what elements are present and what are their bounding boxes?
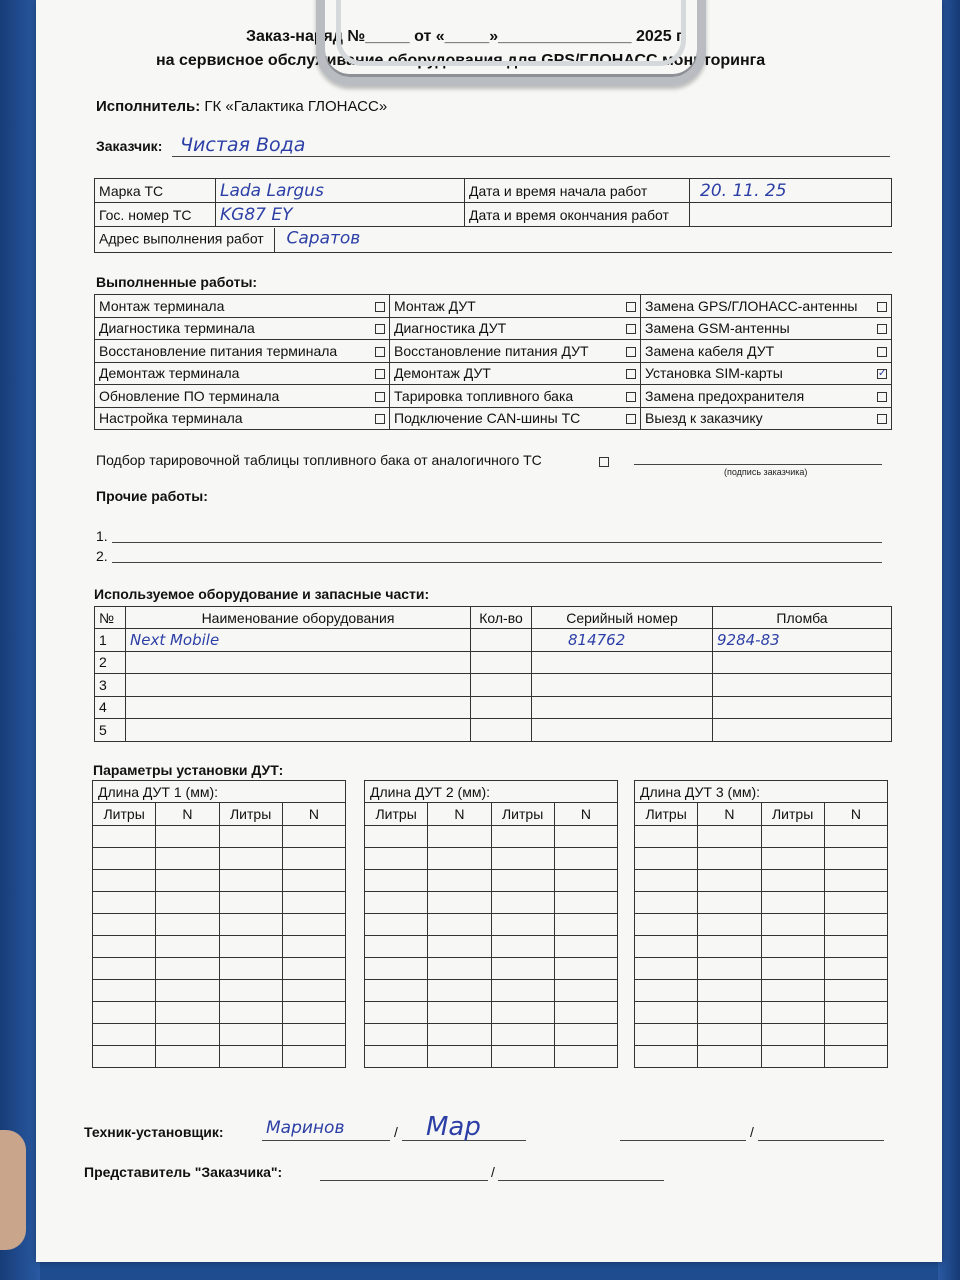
extra-slash: /: [750, 1124, 754, 1140]
work-item-label: Настройка терминала: [99, 410, 243, 427]
work-checkbox[interactable]: [626, 414, 636, 424]
dut-cell[interactable]: [698, 870, 761, 892]
dut-cell[interactable]: [491, 826, 554, 848]
work-item[interactable]: [390, 385, 641, 408]
dut-column-header: N: [282, 803, 345, 826]
dut-cell[interactable]: [428, 936, 491, 958]
dut-cell[interactable]: [93, 870, 156, 892]
tarirovka-label: Подбор тарировочной таблицы топливного бака от аналогичного ТС: [96, 452, 542, 468]
start-label: Дата и время начала работ: [465, 179, 690, 203]
dut-cell[interactable]: [761, 958, 824, 980]
work-item[interactable]: [641, 407, 892, 430]
tech-name-line[interactable]: [262, 1140, 390, 1141]
dut-cell[interactable]: [824, 892, 887, 914]
dut-cell[interactable]: [365, 1046, 428, 1068]
form-title: Заказ-наряд №_____ от «_____»_______________ 2025 г.: [246, 28, 686, 45]
equipment-cell-serial[interactable]: [532, 696, 713, 719]
rep-sign-line[interactable]: [498, 1180, 664, 1181]
dut-cell[interactable]: [428, 914, 491, 936]
dut-cell[interactable]: [282, 826, 345, 848]
work-item-label: Восстановление питания терминала: [99, 342, 338, 359]
work-checkbox[interactable]: [626, 347, 636, 357]
dut-cell[interactable]: [93, 958, 156, 980]
dut-cell[interactable]: [365, 848, 428, 870]
dut-cell[interactable]: [698, 826, 761, 848]
work-checkbox[interactable]: [375, 324, 385, 334]
dut-cell[interactable]: [219, 826, 282, 848]
dut-cell[interactable]: [365, 826, 428, 848]
work-checkbox[interactable]: [877, 414, 887, 424]
work-item-label: Установка SIM-карты: [645, 365, 783, 382]
dut-cell[interactable]: [282, 980, 345, 1002]
dut-cell[interactable]: [156, 826, 219, 848]
brand-value[interactable]: Lada Largus: [216, 179, 465, 203]
work-checkbox[interactable]: [877, 302, 887, 312]
dut-cell[interactable]: [219, 958, 282, 980]
dut-table-2: [364, 780, 618, 1068]
equipment-cell-qty[interactable]: [471, 719, 532, 742]
dut-cell[interactable]: [824, 1024, 887, 1046]
dut-column-header: Литры: [635, 803, 698, 826]
dut-cell[interactable]: [93, 892, 156, 914]
dut-cell[interactable]: [93, 980, 156, 1002]
dut-cell[interactable]: [635, 958, 698, 980]
equipment-header: Серийный номер: [532, 607, 713, 629]
work-checkbox[interactable]: [375, 302, 385, 312]
work-checkbox[interactable]: [375, 369, 385, 379]
work-item[interactable]: [390, 407, 641, 430]
address-row[interactable]: [95, 227, 892, 253]
work-item[interactable]: [95, 340, 390, 363]
dut-cell[interactable]: [554, 914, 617, 936]
dut-column-header: N: [156, 803, 219, 826]
vehicle-table: [94, 178, 892, 253]
dut-cell[interactable]: [761, 848, 824, 870]
dut-cell[interactable]: [282, 1002, 345, 1024]
tech-signature: Мар: [426, 1112, 481, 1142]
executor-value: ГК «Галактика ГЛОНАСС»: [204, 98, 388, 115]
work-item-label: Монтаж терминала: [99, 297, 225, 314]
dut-cell[interactable]: [282, 958, 345, 980]
work-item[interactable]: [390, 295, 641, 318]
work-item-label: Замена GPS/ГЛОНАСС-антенны: [645, 297, 858, 314]
dut-cell[interactable]: [554, 1002, 617, 1024]
dut-cell[interactable]: [219, 892, 282, 914]
dut-cell[interactable]: [491, 870, 554, 892]
dut-cell[interactable]: [761, 980, 824, 1002]
dut-length-label[interactable]: Длина ДУТ 2 (мм):: [365, 781, 618, 803]
equipment-title: Используемое оборудование и запасные части:: [94, 586, 430, 602]
equipment-header: Пломба: [713, 607, 892, 629]
work-item-label: Диагностика ДУТ: [394, 320, 507, 337]
dut-length-label[interactable]: Длина ДУТ 1 (мм):: [93, 781, 346, 803]
dut-column-header: Литры: [365, 803, 428, 826]
dut-cell[interactable]: [554, 870, 617, 892]
dut-cell[interactable]: [156, 958, 219, 980]
dut-cell[interactable]: [156, 1046, 219, 1068]
dut-cell[interactable]: [635, 1024, 698, 1046]
dut-column-header: N: [554, 803, 617, 826]
end-label: Дата и время окончания работ: [465, 203, 690, 227]
work-checkbox[interactable]: [626, 324, 636, 334]
dut-cell[interactable]: [761, 1002, 824, 1024]
customer-signature-line[interactable]: [634, 464, 882, 465]
dut-cell[interactable]: [428, 958, 491, 980]
equipment-cell-n: 2: [95, 651, 126, 674]
equipment-row: [95, 719, 892, 742]
work-item-label: Восстановление питания ДУТ: [394, 342, 589, 359]
other-work-2-line[interactable]: [112, 562, 882, 563]
equipment-cell-name[interactable]: [126, 696, 471, 719]
work-item[interactable]: [95, 407, 390, 430]
other-work-1-number: 1.: [96, 528, 108, 544]
work-checkbox[interactable]: [626, 302, 636, 312]
dut-cell[interactable]: [282, 936, 345, 958]
equipment-cell-seal[interactable]: [713, 719, 892, 742]
dut-cell[interactable]: [698, 958, 761, 980]
tech-label: Техник-установщик:: [84, 1124, 224, 1140]
dut-cell[interactable]: [365, 958, 428, 980]
dut-cell[interactable]: [761, 936, 824, 958]
form-subtitle: на сервисное обслуживание оборудования для GPS/ГЛОНАСС мониторинга: [156, 52, 766, 69]
other-work-1-line[interactable]: [112, 542, 882, 543]
dut-cell[interactable]: [156, 848, 219, 870]
dut-cell[interactable]: [93, 826, 156, 848]
equipment-cell-seal[interactable]: [713, 696, 892, 719]
dut-cell[interactable]: [219, 870, 282, 892]
equipment-row: [95, 696, 892, 719]
dut-column-header: N: [698, 803, 761, 826]
dut-cell[interactable]: [698, 1002, 761, 1024]
equipment-cell-n: 5: [95, 719, 126, 742]
work-checkbox[interactable]: [877, 392, 887, 402]
work-item[interactable]: [641, 340, 892, 363]
rep-label: Представитель "Заказчика":: [84, 1164, 283, 1180]
dut-cell[interactable]: [698, 980, 761, 1002]
dut-cell[interactable]: [761, 1024, 824, 1046]
dut-cell[interactable]: [698, 1024, 761, 1046]
equipment-cell-seal[interactable]: [713, 674, 892, 697]
end-value[interactable]: [690, 203, 892, 227]
equipment-header: Наименование оборудования: [126, 607, 471, 629]
dut-cell[interactable]: [824, 936, 887, 958]
dut-cell[interactable]: [554, 892, 617, 914]
work-item-label: Замена GSM-антенны: [645, 320, 790, 337]
work-item[interactable]: [390, 362, 641, 385]
hand-thumb: [0, 1130, 26, 1250]
dut-cell[interactable]: [491, 892, 554, 914]
equipment-cell-name[interactable]: Next Mobile: [126, 629, 471, 652]
work-checkbox[interactable]: [877, 347, 887, 357]
dut-column-header: Литры: [219, 803, 282, 826]
work-checkbox[interactable]: [375, 347, 385, 357]
equipment-cell-n: 3: [95, 674, 126, 697]
dut-column-header: Литры: [761, 803, 824, 826]
work-item[interactable]: [641, 295, 892, 318]
dut-cell[interactable]: [282, 914, 345, 936]
equipment-row: [95, 674, 892, 697]
address-value: Саратов: [286, 228, 361, 249]
dut-column-header: N: [428, 803, 491, 826]
dut-cell[interactable]: [156, 870, 219, 892]
dut-cell[interactable]: [761, 826, 824, 848]
other-works-title: Прочие работы:: [96, 488, 208, 504]
work-item-label: Монтаж ДУТ: [394, 297, 476, 314]
dut-cell[interactable]: [554, 1046, 617, 1068]
order-form-sheet: [36, 0, 942, 1262]
dut-cell[interactable]: [698, 1046, 761, 1068]
dut-cell[interactable]: [93, 848, 156, 870]
work-item[interactable]: [95, 362, 390, 385]
dut-cell[interactable]: [761, 892, 824, 914]
work-checkbox[interactable]: [877, 324, 887, 334]
dut-cell[interactable]: [698, 914, 761, 936]
dut-cell[interactable]: [282, 1024, 345, 1046]
work-item[interactable]: [641, 385, 892, 408]
work-item-label: Выезд к заказчику: [645, 410, 763, 427]
customer-label: Заказчик:: [96, 138, 163, 154]
equipment-cell-seal[interactable]: 9284-83: [713, 629, 892, 652]
dut-cell[interactable]: [93, 914, 156, 936]
equipment-cell-serial[interactable]: [532, 651, 713, 674]
extra-line-2[interactable]: [758, 1140, 884, 1141]
dut-cell[interactable]: [824, 1046, 887, 1068]
signature-caption: (подпись заказчика): [724, 467, 808, 477]
work-item[interactable]: [641, 362, 892, 385]
dut-cell[interactable]: [491, 914, 554, 936]
equipment-cell-n: 4: [95, 696, 126, 719]
dut-cell[interactable]: [156, 980, 219, 1002]
dut-cell[interactable]: [365, 1002, 428, 1024]
work-item-label: Подключение CAN-шины ТС: [394, 410, 581, 427]
work-item-label: Замена кабеля ДУТ: [645, 342, 775, 359]
dut-cell[interactable]: [824, 914, 887, 936]
dut-cell[interactable]: [93, 1002, 156, 1024]
dut-cell[interactable]: [761, 914, 824, 936]
plate-value[interactable]: KG87 EY: [216, 203, 465, 227]
dut-cell[interactable]: [428, 1046, 491, 1068]
dut-cell[interactable]: [428, 892, 491, 914]
dut-cell[interactable]: [93, 1024, 156, 1046]
plate-label: Гос. номер ТС: [95, 203, 216, 227]
work-item-label: Обновление ПО терминала: [99, 387, 280, 404]
work-item[interactable]: [641, 317, 892, 340]
dut-column-header: N: [824, 803, 887, 826]
dut-cell[interactable]: [698, 936, 761, 958]
dut-cell[interactable]: [491, 1046, 554, 1068]
dut-cell[interactable]: [554, 980, 617, 1002]
dut-cell[interactable]: [554, 848, 617, 870]
equipment-cell-serial[interactable]: [532, 674, 713, 697]
dut-cell[interactable]: [824, 870, 887, 892]
dut-cell[interactable]: [824, 848, 887, 870]
dut-cell[interactable]: [156, 936, 219, 958]
tech-slash: /: [394, 1124, 398, 1140]
works-title: Выполненные работы:: [96, 274, 258, 290]
dut-cell[interactable]: [761, 870, 824, 892]
equipment-header: Кол-во: [471, 607, 532, 629]
dut-cell[interactable]: [365, 936, 428, 958]
work-checkbox[interactable]: [375, 414, 385, 424]
work-item[interactable]: [95, 385, 390, 408]
dut-cell[interactable]: [428, 1024, 491, 1046]
dut-cell[interactable]: [635, 848, 698, 870]
start-value[interactable]: 20. 11. 25: [690, 179, 892, 203]
rep-name-line[interactable]: [320, 1180, 488, 1181]
customer-line: [172, 156, 890, 157]
dut-cell[interactable]: [156, 1002, 219, 1024]
dut-cell[interactable]: [93, 936, 156, 958]
dut-cell[interactable]: [156, 914, 219, 936]
dut-column-header: Литры: [93, 803, 156, 826]
work-checkbox[interactable]: ✓: [878, 368, 887, 380]
clipboard-clip-inner: [336, 0, 686, 66]
dut-cell[interactable]: [428, 826, 491, 848]
works-table: [94, 294, 892, 430]
dut-cell[interactable]: [554, 826, 617, 848]
dut-cell[interactable]: [635, 870, 698, 892]
dut-cell[interactable]: [491, 936, 554, 958]
dut-cell[interactable]: [824, 826, 887, 848]
customer-value[interactable]: Чистая Вода: [180, 134, 306, 156]
dut-cell[interactable]: [698, 892, 761, 914]
dut-cell[interactable]: [219, 1002, 282, 1024]
dut-cell[interactable]: [219, 936, 282, 958]
work-checkbox[interactable]: [626, 392, 636, 402]
dut-cell[interactable]: [824, 1002, 887, 1024]
dut-cell[interactable]: [219, 1046, 282, 1068]
dut-cell[interactable]: [428, 1002, 491, 1024]
dut-cell[interactable]: [428, 870, 491, 892]
dut-cell[interactable]: [156, 892, 219, 914]
dut-cell[interactable]: [491, 980, 554, 1002]
dut-cell[interactable]: [282, 892, 345, 914]
dut-cell[interactable]: [491, 848, 554, 870]
clipboard-left-edge: [0, 0, 40, 1280]
work-checkbox[interactable]: [626, 369, 636, 379]
equipment-row: [95, 651, 892, 674]
work-item-label: Диагностика терминала: [99, 320, 255, 337]
dut-column-header: Литры: [491, 803, 554, 826]
dut-cell[interactable]: [219, 848, 282, 870]
equipment-header: №: [95, 607, 126, 629]
dut-table-1: [92, 780, 346, 1068]
dut-cell[interactable]: [635, 1046, 698, 1068]
equipment-cell-serial[interactable]: [532, 719, 713, 742]
dut-cell[interactable]: [824, 980, 887, 1002]
work-item[interactable]: [95, 317, 390, 340]
dut-title: Параметры установки ДУТ:: [93, 762, 284, 778]
dut-cell[interactable]: [219, 1024, 282, 1046]
dut-cell[interactable]: [491, 958, 554, 980]
equipment-cell-name[interactable]: [126, 674, 471, 697]
dut-cell[interactable]: [761, 1046, 824, 1068]
work-item-label: Демонтаж ДУТ: [394, 365, 491, 382]
tarirovka-checkbox[interactable]: [599, 457, 609, 467]
dut-cell[interactable]: [635, 936, 698, 958]
executor-label: Исполнитель:: [96, 98, 201, 115]
dut-cell[interactable]: [635, 892, 698, 914]
equipment-cell-n: 1: [95, 629, 126, 652]
dut-cell[interactable]: [219, 980, 282, 1002]
dut-cell[interactable]: [365, 1024, 428, 1046]
work-item-label: Демонтаж терминала: [99, 365, 240, 382]
dut-cell[interactable]: [365, 914, 428, 936]
dut-cell[interactable]: [635, 1002, 698, 1024]
dut-cell[interactable]: [93, 1046, 156, 1068]
extra-line-1[interactable]: [620, 1140, 746, 1141]
work-item-label: Тарировка топливного бака: [394, 387, 574, 404]
equipment-cell-serial[interactable]: 814762: [532, 629, 713, 652]
equipment-cell-qty[interactable]: [471, 629, 532, 652]
equipment-table: [94, 606, 892, 742]
dut-cell[interactable]: [428, 848, 491, 870]
dut-cell[interactable]: [428, 980, 491, 1002]
equipment-cell-qty[interactable]: [471, 696, 532, 719]
dut-length-label[interactable]: Длина ДУТ 3 (мм):: [635, 781, 888, 803]
work-item[interactable]: [390, 317, 641, 340]
dut-cell[interactable]: [282, 848, 345, 870]
dut-cell[interactable]: [365, 892, 428, 914]
equipment-cell-name[interactable]: [126, 719, 471, 742]
work-checkbox[interactable]: [375, 392, 385, 402]
dut-cell[interactable]: [156, 1024, 219, 1046]
equipment-cell-qty[interactable]: [471, 651, 532, 674]
equipment-cell-name[interactable]: [126, 651, 471, 674]
equipment-cell-qty[interactable]: [471, 674, 532, 697]
dut-cell[interactable]: [824, 958, 887, 980]
dut-cell[interactable]: [635, 826, 698, 848]
dut-cell[interactable]: [365, 980, 428, 1002]
dut-cell[interactable]: [554, 1024, 617, 1046]
work-item[interactable]: [95, 295, 390, 318]
rep-slash: /: [491, 1164, 495, 1180]
dut-cell[interactable]: [365, 870, 428, 892]
dut-cell[interactable]: [282, 1046, 345, 1068]
dut-cell[interactable]: [635, 914, 698, 936]
dut-cell[interactable]: [282, 870, 345, 892]
address-label: Адрес выполнения работ: [99, 230, 264, 247]
dut-cell[interactable]: [554, 936, 617, 958]
equipment-cell-seal[interactable]: [713, 651, 892, 674]
dut-cell[interactable]: [554, 958, 617, 980]
dut-cell[interactable]: [635, 980, 698, 1002]
dut-cell[interactable]: [219, 914, 282, 936]
equipment-row: [95, 629, 892, 652]
work-item[interactable]: [390, 340, 641, 363]
work-item-label: Замена предохранителя: [645, 387, 805, 404]
dut-table-3: [634, 780, 888, 1068]
other-work-2-number: 2.: [96, 548, 108, 564]
dut-cell[interactable]: [491, 1002, 554, 1024]
brand-label: Марка ТС: [95, 179, 216, 203]
tech-name: Маринов: [266, 1118, 345, 1138]
dut-cell[interactable]: [491, 1024, 554, 1046]
dut-cell[interactable]: [698, 848, 761, 870]
